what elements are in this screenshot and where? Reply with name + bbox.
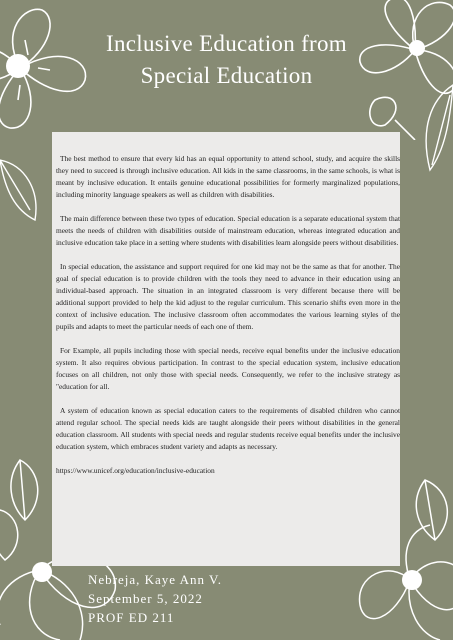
date: September 5, 2022	[88, 591, 203, 606]
paragraph: In special education, the assistance and support required for one kid may not be the same as that for another. The goal of special education is to provide children with the tools they need to advance in their education using an individual-based approach. The situation in an integrated classroom is very different because there will be additional support provided to help the kid adjust to the regular curriculum. This scenario shifts even more in the context of inclusive education. The inclusive classroom often accommodates the various learning styles of the pupils and adapts to meet the particular needs of each one of them.	[56, 262, 400, 331]
paragraph: The best method to ensure that every kid has an equal opportunity to attend school, study, and acquire the skills they need to succeed is through inclusive education. All kids in the same classrooms, in the same schools, is what is meant by inclusive education. It entails genuine educational possibilities for formerly marginalized populations, including minority language speakers as well as children with disabilities.	[56, 154, 400, 199]
author-name: Nebreja, Kaye Ann V.	[88, 572, 222, 587]
author-info	[88, 570, 222, 627]
paragraph: For Example, all pupils including those with special needs, receive equal benefits under the inclusive education system. It also requires obvious participation. In contrast to the special education system, inclusive education focuses on all children, not only those with special needs. Consequently, we refer to the inclusive strategy as "education for all.	[56, 346, 400, 391]
title-line-1: Inclusive Education from	[106, 31, 347, 56]
title-line-2: Special Education	[140, 63, 313, 88]
page-title	[0, 28, 453, 92]
leaf-icon	[400, 80, 453, 190]
article-body	[56, 153, 400, 489]
leaf-icon	[0, 140, 50, 260]
paragraph: The main difference between these two types of education. Special education is a separate educational system that meets the needs of children with disabilities outside of mainstream education, whereas integrated education and inclusive education take place in a setting where students with disabilities learn alongside peers without disabilities.	[56, 214, 400, 247]
course-code: PROF ED 211	[88, 610, 175, 625]
source-link[interactable]: https://www.unicef.org/education/inclusive-education	[56, 466, 215, 475]
paragraph: A system of education known as special education caters to the requirements of disabled children who cannot attend regular school. The special needs kids are taught alongside their peers without disabilities in the general education classroom. All students with special needs and regular students receive equal benefits under the inclusive education system, which embraces student variety and adapts as necessary.	[56, 406, 400, 451]
